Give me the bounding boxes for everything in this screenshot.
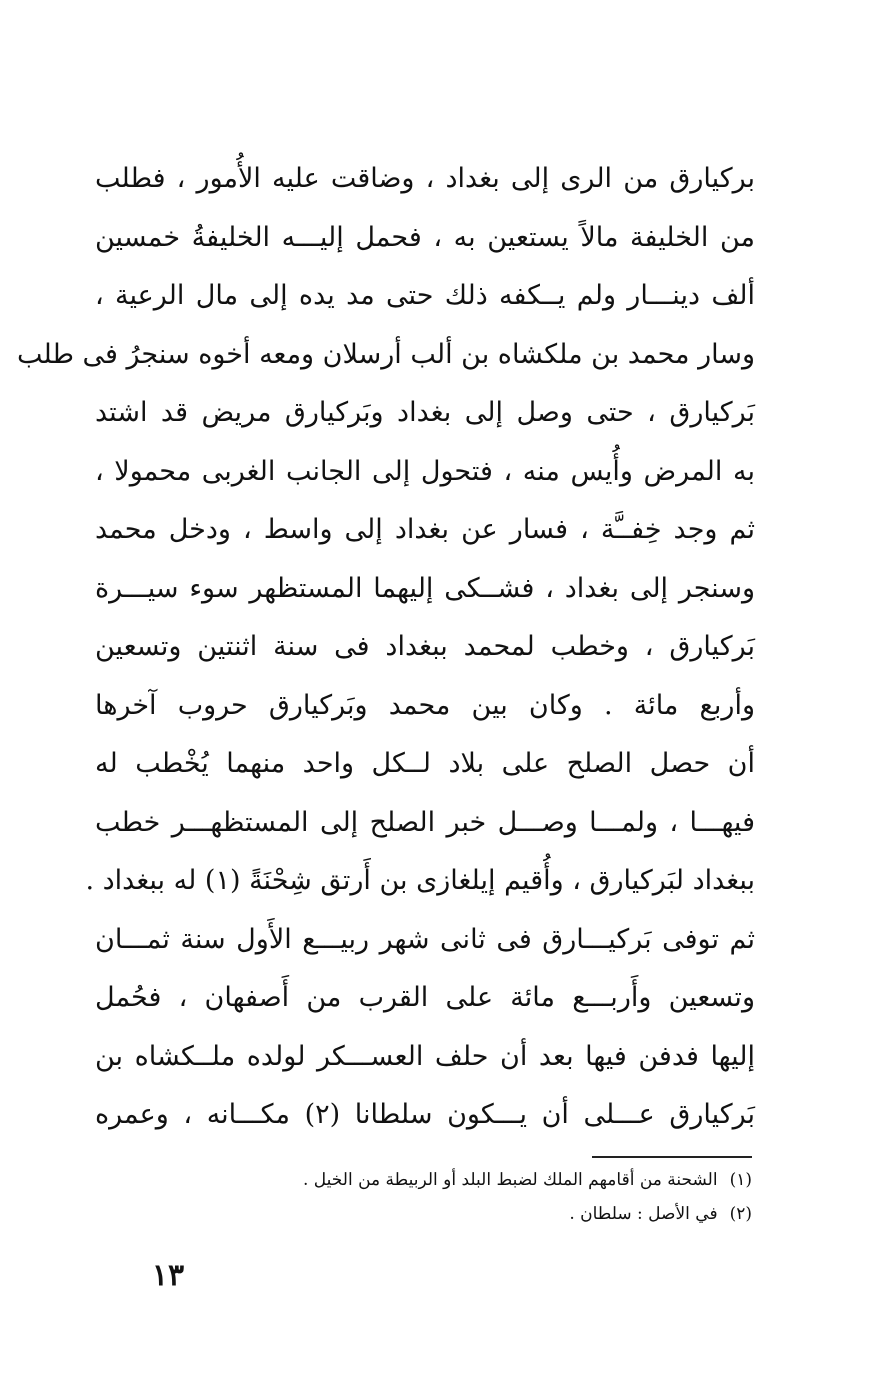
footnote (300, 1197, 752, 1231)
footnote-number: (١) (729, 1170, 752, 1190)
body-text (17, 150, 756, 1145)
text-line: ببغداد لبَركيارق ، وأُقيم إيلغازى بن أَرتق شِحْنَةً (١) له ببغداد . (85, 865, 755, 896)
text-line: فيهـــا ، ولمـــا وصـــل خبر الصلح إلى المستظهـــر خطب (95, 806, 755, 838)
footnote (300, 1163, 752, 1197)
text-line: بَركيارق عـــلى أن يـــكون سلطانا (٢) مكـــانه ، وعمره (95, 1099, 756, 1130)
text-line: به المرض وأُيس منه ، فتحول إلى الجانب الغربى محمولا ، (95, 455, 755, 487)
text-line: بَركيارق ، وخطب لمحمد ببغداد فى سنة اثنتين وتسعين (95, 631, 755, 662)
text-line: ثم توفى بَركيـــارق فى ثانى شهر ربيـــع الأَول سنة ثمـــان (95, 923, 755, 955)
text-line: ألف دينـــار ولم يــكفه ذلك حتى مد يده إلى مال الرعية ، (95, 280, 755, 311)
text-line: أن حصل الصلح على بلاد لــكل واحد منهما يُخْطب له (95, 748, 755, 779)
text-line: ثم وجد خِفــَّة ، فسار عن بغداد إلى واسط ، ودخل محمد (95, 514, 755, 545)
footnotes (300, 1163, 752, 1231)
footnote-text: في الأصل : سلطان . (569, 1204, 718, 1224)
text-line: وسار محمد بن ملكشاه بن ألب أرسلان ومعه أخوه سنجرُ فى طلب (17, 338, 755, 370)
footnote-text: الشحنة من أقامهم الملك لضبط البلد أو الربيطة من الخيل . (302, 1170, 718, 1190)
text-line: بَركيارق ، حتى وصل إلى بغداد وبَركيارق مريض قد اشتد (95, 397, 755, 428)
text-line: وتسعين وأَربـــع مائة على القرب من أَصفهان ، فحُمل (95, 982, 755, 1013)
text-line: وأربع مائة . وكان بين محمد وبَركيارق حروب آخرها (95, 689, 755, 721)
page-number: ١٣ (151, 1258, 185, 1293)
text-line: إليها فدفن فيها بعد أن حلف العســـكر لولده ملــكشاه بن (95, 1040, 755, 1072)
footnote-rule (592, 1156, 752, 1158)
text-line: وسنجر إلى بغداد ، فشــكى إليهما المستظهر سوء سيـــرة (95, 572, 755, 604)
text-line: بركيارق من الرى إلى بغداد ، وضاقت عليه الأُمور ، فطلب (95, 163, 755, 194)
footnote-number: (٢) (729, 1204, 752, 1224)
text-line: من الخليفة مالاً يستعين به ، فحمل إليـــه الخليفةُ خمسين (95, 221, 755, 253)
